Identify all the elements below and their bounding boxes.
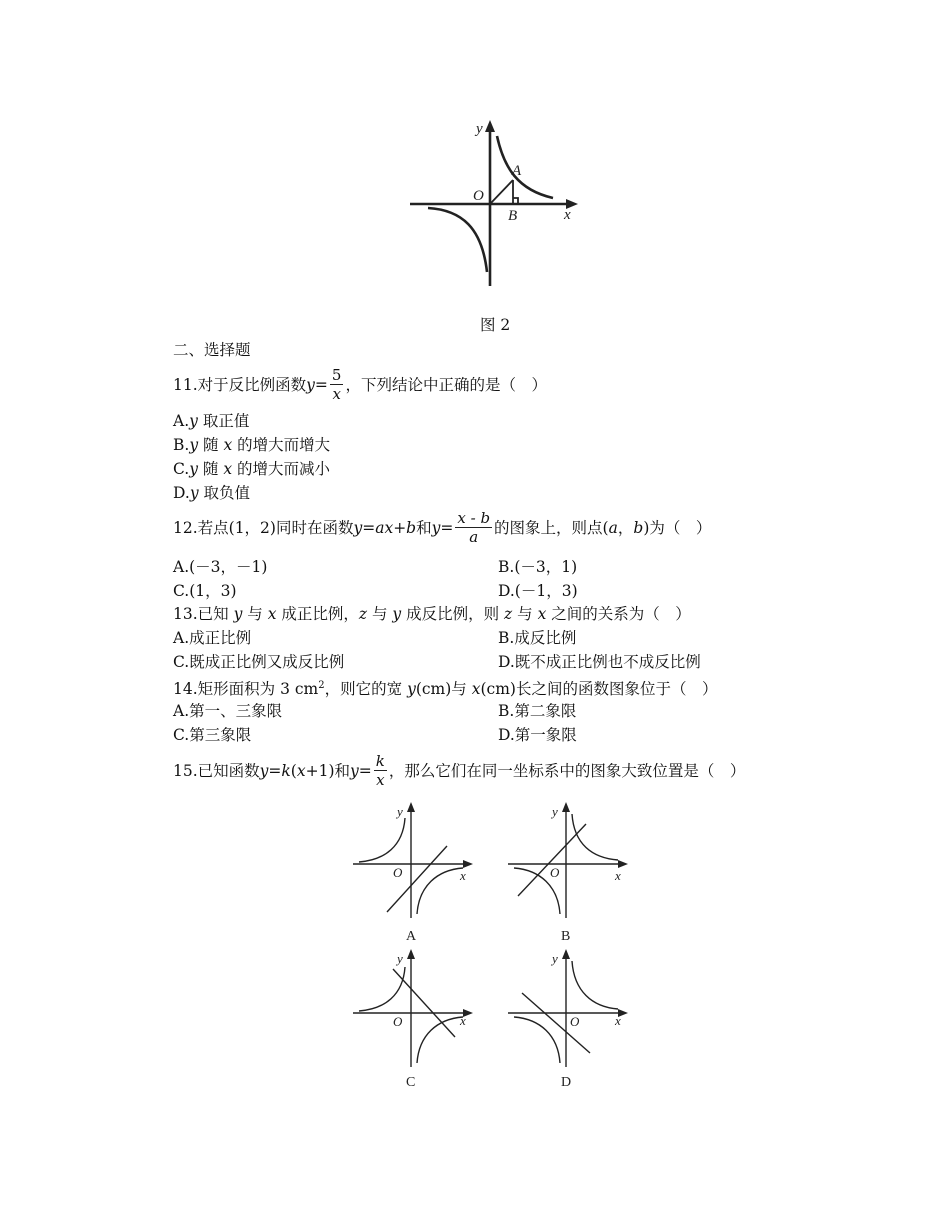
q12-option-d: D.(－1，3)	[498, 582, 578, 600]
q15-graph-b	[500, 800, 635, 950]
hyperbola-branch-3	[428, 208, 487, 272]
question-13: 13.已知 y 与 x 成正比例，z 与 y 成反比例，则 z 与 x 之间的关系为（ ）	[173, 605, 691, 623]
q11-option-a: A.y 取正值	[173, 412, 250, 430]
svg-text:O: O	[393, 865, 403, 880]
q14-option-a: A.第一、三象限	[173, 702, 283, 720]
q15-fraction	[374, 753, 387, 790]
q12-mid: 和	[416, 519, 432, 537]
y-axis-arrow	[485, 120, 495, 132]
figure2-point-b-label: B	[508, 208, 518, 224]
svg-text:O: O	[393, 1014, 403, 1029]
q15-graph-a	[345, 800, 480, 950]
question-15: 15.已知函数 y=k ( x +1) 和 y= $\frac{k}{x}$ ，那么它们在同一坐标系中的图象大致位置是（ ）	[173, 751, 746, 789]
segment-oa	[490, 180, 513, 204]
q11-option-c: C.y 随 x 的增大而减小	[173, 460, 331, 478]
q13-option-b: B.成反比例	[498, 629, 577, 647]
q11-denominator: x	[330, 384, 344, 404]
figure2-origin-label: O	[473, 188, 484, 204]
q11-prefix: 11.对于反比例函数	[173, 376, 307, 394]
svg-text:y: y	[397, 951, 403, 966]
figure2-x-label: x	[564, 207, 571, 223]
svg-text:x: x	[460, 868, 466, 883]
q15-graph-d	[500, 945, 635, 1095]
section-title: 二、选择题	[173, 341, 251, 359]
graph-b-label: B	[561, 929, 571, 944]
graph-a-label: A	[406, 929, 417, 944]
q14-option-b: B.第二象限	[498, 702, 577, 720]
figure-2-caption: 图 2	[480, 316, 511, 334]
q12-function-1: y=ax+b	[353, 519, 417, 537]
q11-numerator: 5	[331, 365, 342, 384]
figure2-y-label: y	[476, 121, 483, 137]
svg-text:O: O	[570, 1014, 580, 1029]
q13-option-a: A.成正比例	[173, 629, 252, 647]
q11-option-d: D.y 取负值	[173, 484, 251, 502]
svg-text:y: y	[397, 804, 403, 819]
q11-option-b: B.y 随 x 的增大而增大	[173, 436, 331, 454]
q12-fraction	[455, 510, 492, 547]
q11-eq: =	[314, 376, 328, 394]
q12-suffix-b: )为（ ）	[643, 519, 712, 537]
question-11	[173, 362, 547, 408]
svg-text:y: y	[552, 804, 558, 819]
svg-text:x: x	[615, 868, 621, 883]
q12-option-c: C.(1，3)	[173, 582, 237, 600]
q11-fraction	[330, 367, 344, 404]
q12-denominator: a	[455, 527, 492, 547]
graph-d-label: D	[561, 1075, 572, 1090]
q14-option-c: C.第三象限	[173, 726, 252, 744]
graph-c-label: C	[406, 1075, 416, 1090]
q15-numerator: k	[375, 751, 385, 770]
figure-2	[400, 118, 590, 293]
q13-option-c: C.既成正比例又成反比例	[173, 653, 345, 671]
q12-option-a: A.(－3，－1)	[173, 558, 268, 576]
svg-text:O: O	[550, 865, 560, 880]
q12-option-b: B.(－3，1)	[498, 558, 578, 576]
q11-var: y	[306, 376, 315, 394]
q12-prefix: 12.若点(1，2)同时在函数	[173, 519, 354, 537]
q15-graph-c	[345, 945, 480, 1095]
question-12: 12.若点(1，2)同时在函数 y=ax+b 和 y= $\frac{x - b}{a}$ 的图象上，则点( a ， b )为（ ）	[173, 508, 712, 546]
svg-text:y: y	[552, 951, 558, 966]
q13-option-d: D.既不成正比例也不成反比例	[498, 653, 701, 671]
q14-option-d: D.第一象限	[498, 726, 577, 744]
q15-denominator: x	[374, 770, 387, 790]
svg-text:x: x	[460, 1013, 466, 1028]
q12-suffix-a: 的图象上，则点(	[494, 519, 609, 537]
q11-suffix: ，下列结论中正确的是（ ）	[345, 376, 547, 394]
q12-function-2: y=	[431, 519, 454, 537]
figure2-point-a-label: A	[512, 163, 522, 179]
q12-numerator: x - b	[457, 508, 491, 527]
question-14: 14.矩形面积为 3 $cm^2$，则它的宽 y(cm)与 x(cm)长之间的函数图象位于（ ）	[173, 680, 718, 699]
svg-text:x: x	[615, 1013, 621, 1028]
